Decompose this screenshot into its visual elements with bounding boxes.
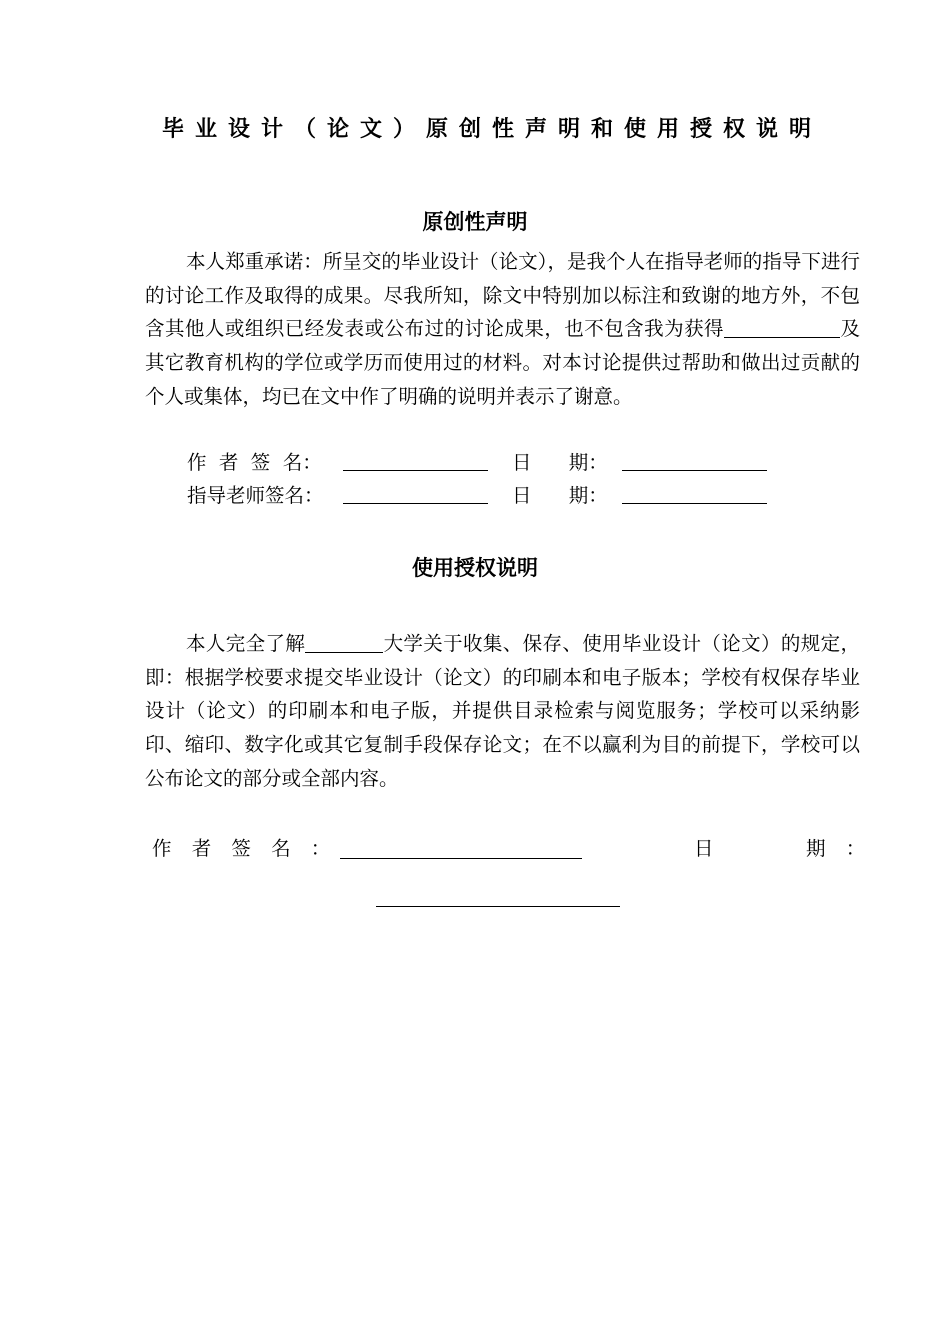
advisor-date-label: 日 期：: [512, 484, 608, 507]
authorization-text-1: 本人完全了解: [186, 632, 306, 655]
author-date-line[interactable]: [622, 470, 767, 471]
authorization-text-2: 大学关于收集、保存、使用毕业设计（论文）的规定，即：根据学校要求提交毕业设计（论文）的印刷本和电子版本；学校有权保存毕业设计（论文）的印刷本和电子版，并提供目录检索与阅览服务；学校可以采纳影印、缩印、数字化或其它复制手段保存论文；在不以赢利为目的前提下，学校可以公布论文的部分或全部内容。: [145, 632, 860, 790]
authorization-author-line[interactable]: [340, 858, 582, 859]
author-signature-line[interactable]: [343, 470, 488, 471]
degree-blank-line[interactable]: [724, 317, 840, 338]
originality-text-1: 本人郑重承诺：所呈交的毕业设计（论文），是我个人在指导老师的指导下进行的讨论工作及取得的成果。尽我所知，除文中特别加以标注和致谢的地方外，不包含其他人或组织已经发表或公布过的讨论成果，也不包含我为获得: [145, 250, 860, 341]
advisor-signature-label: 指导老师签名：: [187, 484, 324, 507]
originality-heading: 原创性声明: [422, 210, 528, 234]
author-signature-row: [0, 446, 950, 480]
university-blank-line[interactable]: [305, 632, 383, 653]
document-title: 毕业设计（论文）原创性声明和使用授权说明: [161, 117, 822, 142]
authorization-date-line[interactable]: [376, 906, 620, 907]
author-date-label: 日 期：: [512, 451, 608, 474]
authorization-date-day-label: 日: [694, 837, 721, 860]
originality-text-2: 及其它教育机构的学位或学历而使用过的材料。对本讨论提供过帮助和做出过贡献的个人或集体，均已在文中作了明确的说明并表示了谢意。: [145, 317, 860, 408]
authorization-date-period-label: 期 ：: [806, 837, 873, 860]
authorization-signature-row: [0, 832, 950, 872]
author-signature-label: 作 者 签 名：: [187, 451, 322, 474]
originality-paragraph: [145, 245, 860, 414]
authorization-author-label: 作 者 签 名 ：: [152, 837, 338, 860]
advisor-date-line[interactable]: [622, 503, 767, 504]
authorization-paragraph: [145, 627, 860, 796]
authorization-heading: 使用授权说明: [412, 556, 538, 580]
advisor-signature-line[interactable]: [343, 503, 488, 504]
advisor-signature-row: [0, 479, 950, 513]
